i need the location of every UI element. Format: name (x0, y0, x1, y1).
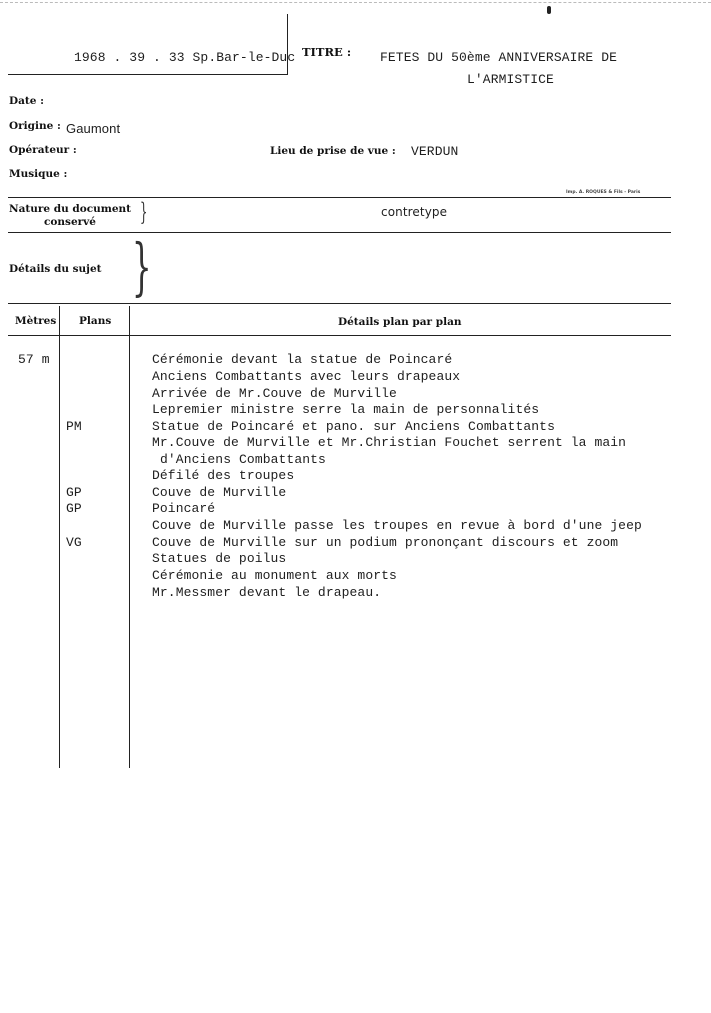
table-row-plan: GP (66, 485, 82, 500)
table-row-detail: Poincaré (152, 501, 216, 516)
metres-value: 57 m (18, 352, 50, 367)
nature-label-line-2: conservé (44, 216, 96, 228)
col-divider-2 (129, 306, 130, 768)
lieu-label: Lieu de prise de vue : (270, 145, 396, 157)
table-header-rule (8, 335, 671, 336)
table-row-detail: Couve de Murville (152, 485, 287, 500)
table-row-detail: Statue de Poincaré et pano. sur Anciens Combattants (152, 419, 555, 434)
table-row-detail: d'Anciens Combattants (160, 452, 326, 467)
table-row-plan: GP (66, 501, 82, 516)
nature-label-line-1: Nature du document (9, 203, 132, 215)
nature-top-rule (8, 197, 671, 198)
col-metres-header: Mètres (15, 315, 57, 327)
nature-brace: } (139, 198, 148, 226)
table-row-detail: Anciens Combattants avec leurs drapeaux (152, 369, 461, 384)
origine-value: Gaumont (66, 121, 121, 136)
titre-label: TITRE : (302, 45, 352, 59)
titre-line-1: FETES DU 50ème ANNIVERSAIRE DE (380, 50, 618, 65)
table-row-detail: Couve de Murville passe les troupes en revue à bord d'une jeep (152, 518, 642, 533)
table-row-detail: Mr.Messmer devant le drapeau. (152, 585, 382, 600)
table-row-detail: Couve de Murville sur un podium prononçant discours et zoom (152, 535, 619, 550)
table-row-detail: Arrivée de Mr.Couve de Murville (152, 386, 397, 401)
ink-mark (547, 6, 551, 14)
header-underline (8, 74, 288, 75)
table-row-detail: Mr.Couve de Murville et Mr.Christian Fouchet serrent la main (152, 435, 627, 450)
table-row-plan: VG (66, 535, 82, 550)
table-row-detail: Défilé des troupes (152, 468, 295, 483)
col-divider-1 (59, 306, 60, 768)
table-row-detail: Cérémonie devant la statue de Poincaré (152, 352, 453, 367)
sujet-top-rule (8, 232, 671, 233)
archive-reference: 1968 . 39 . 33 Sp.Bar-le-Duc (74, 50, 296, 65)
printer-imprint: Imp. A. ROQUES & Fils - Paris (566, 190, 641, 195)
sujet-label: Détails du sujet (9, 263, 102, 275)
col-plans-header: Plans (79, 315, 112, 327)
date-label: Date : (9, 95, 44, 107)
col-details-header: Détails plan par plan (338, 316, 462, 328)
table-row-plan: PM (66, 419, 82, 434)
scan-top-edge (0, 2, 711, 3)
musique-label: Musique : (9, 168, 68, 180)
header-divider (287, 14, 288, 74)
origine-label: Origine : (9, 120, 61, 132)
nature-value: contretype (381, 205, 448, 219)
table-row-detail: Statues de poilus (152, 551, 287, 566)
table-row-detail: Cérémonie au monument aux morts (152, 568, 397, 583)
sujet-brace: } (131, 230, 152, 303)
titre-line-2: L'ARMISTICE (467, 72, 554, 87)
lieu-value: VERDUN (411, 144, 459, 159)
table-row-detail: Lepremier ministre serre la main de personnalités (152, 402, 540, 417)
operateur-label: Opérateur : (9, 144, 77, 156)
table-top-rule (8, 303, 671, 304)
